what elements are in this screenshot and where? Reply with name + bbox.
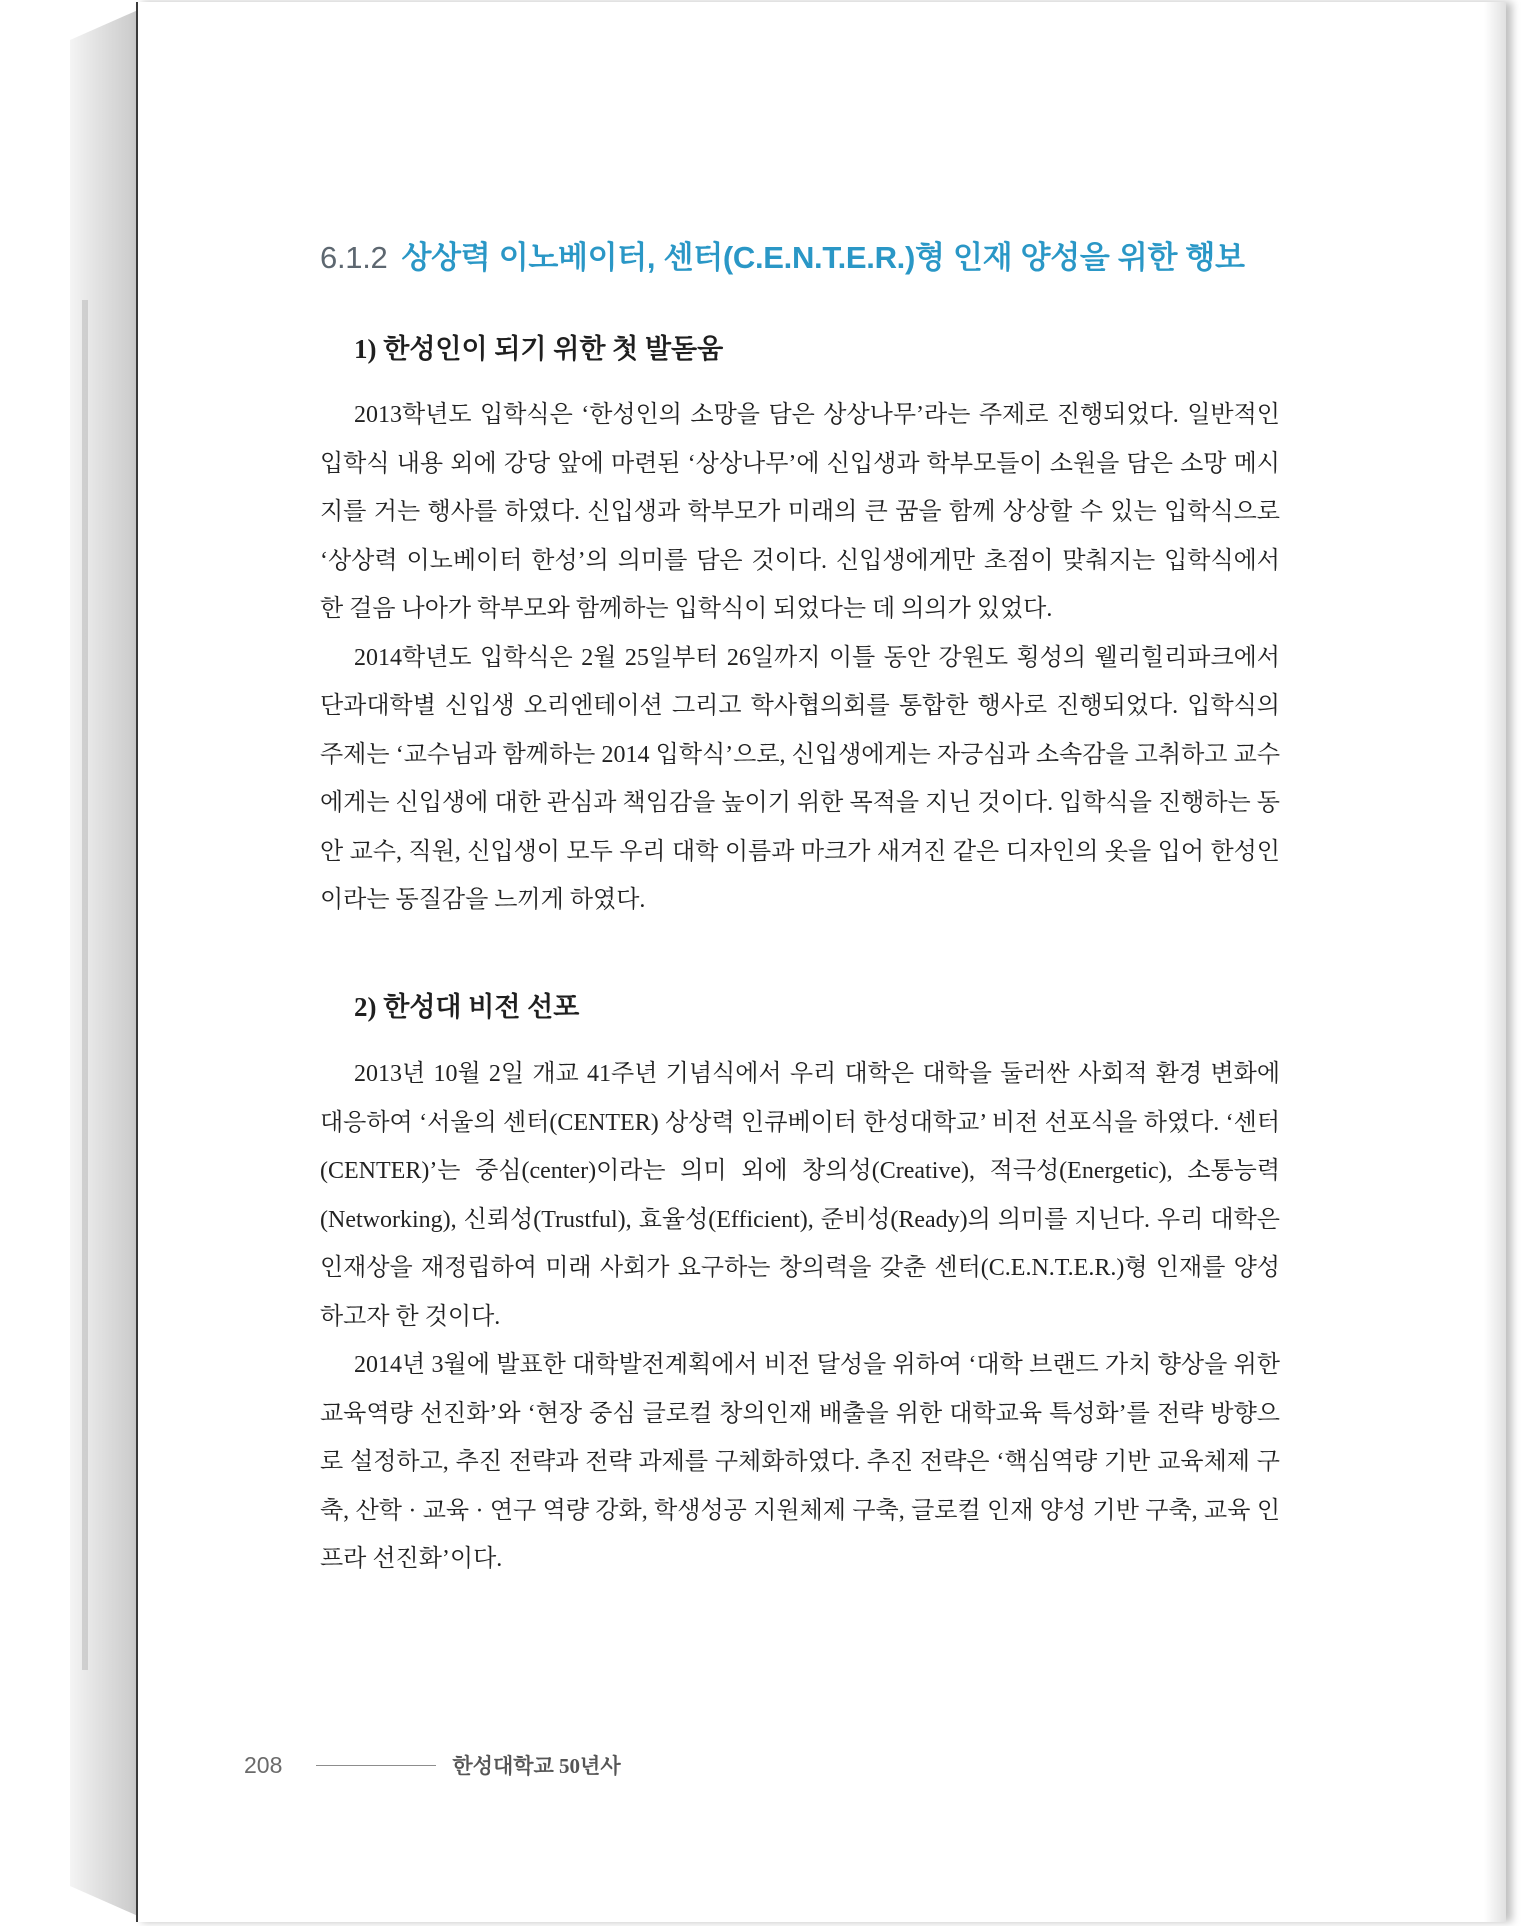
paragraph: 2013학년도 입학식은 ‘한성인의 소망을 담은 상상나무’라는 주제로 진행되었다. 일반적인 입학식 내용 외에 강당 앞에 마련된 ‘상상나무’에 신입생과 학부모들이 소원을 담은 소망 메시지를 거는 행사를 하였다. 신입생과 학부모가 미래의 큰 꿈을 함께 상상할 수 있는 입학식으로 ‘상상력 이노베이터 한성’의 의미를 담은 것이다. 신입생에게만 초점이 맞춰지는 입학식에서 한 걸음 나아가 학부모와 함께하는 입학식이 되었다는 데 의의가 있었다. — [320, 402, 1280, 622]
paragraph: 2014년 3월에 발표한 대학발전계획에서 비전 달성을 위하여 ‘대학 브랜드 가치 향상을 위한 교육역량 선진화’와 ‘현장 중심 글로컬 창의인재 배출을 위한 대학교육 특성화’를 전략 방향으로 설정하고, 추진 전략과 전략 과제를 구체화하였다. 추진 전략은 ‘핵심역량 기반 교육체제 구축, 산학 · 교육 · 연구 역량 강화, 학생성공 지원체제 구축, 글로컬 인재 양성 기반 구축, 교육 인프라 선진화’이다. — [320, 1352, 1281, 1572]
subsection-body-2 — [320, 1050, 1280, 1584]
section-number: 6.1.2 — [320, 240, 388, 275]
book-title: 한성대학교 50년사 — [452, 1754, 621, 1778]
book-page — [136, 2, 1506, 1922]
page-edge-shadow — [1484, 2, 1506, 1922]
subsection-heading-1: 1) 한성인이 되기 위한 첫 발돋움 — [354, 334, 724, 364]
paragraph: 2013년 10월 2일 개교 41주년 기념식에서 우리 대학은 대학을 둘러싼 사회적 환경 변화에 대응하여 ‘서울의 센터(CENTER) 상상력 인큐베이터 한성대학교’ 비전 선포식을 하였다. ‘센터(CENTER)’는 중심(center)이라는 의미 외에 창의성(Creative), 적극성(Energetic), 소통능력(Networking), 신뢰성(Trustful), 효율성(Efficient), 준비성(Ready)의 의미를 지닌다. 우리 대학은 인재상을 재정립하여 미래 사회가 요구하는 창의력을 갖춘 센터(C.E.N.T.E.R.)형 인재를 양성하고자 한 것이다. — [320, 1061, 1280, 1330]
subsection-heading-2: 2) 한성대 비전 선포 — [354, 992, 580, 1022]
page-number: 208 — [244, 1751, 283, 1778]
subsection-body-1 — [320, 391, 1280, 925]
paragraph: 2014학년도 입학식은 2월 25일부터 26일까지 이틀 동안 강원도 횡성의 웰리힐리파크에서 단과대학별 신입생 오리엔테이션 그리고 학사협의회를 통합한 행사로 진행되었다. 입학식의 주제는 ‘교수님과 함께하는 2014 입학식’으로, 신입생에게는 자긍심과 소속감을 고취하고 교수에게는 신입생에 대한 관심과 책임감을 높이기 위한 목적을 지닌 것이다. 입학식을 진행하는 동안 교수, 직원, 신입생이 모두 우리 대학 이름과 마크가 새겨진 같은 디자인의 옷을 입어 한성인이라는 동질감을 느끼게 하였다. — [320, 644, 1280, 913]
section-title-text: 상상력 이노베이터, 센터(C.E.N.T.E.R.)형 인재 양성을 위한 행보 — [401, 240, 1245, 275]
page-footer — [244, 1750, 621, 1780]
section-title — [320, 232, 1245, 277]
book-spine — [70, 10, 138, 1916]
footer-rule — [316, 1765, 436, 1766]
